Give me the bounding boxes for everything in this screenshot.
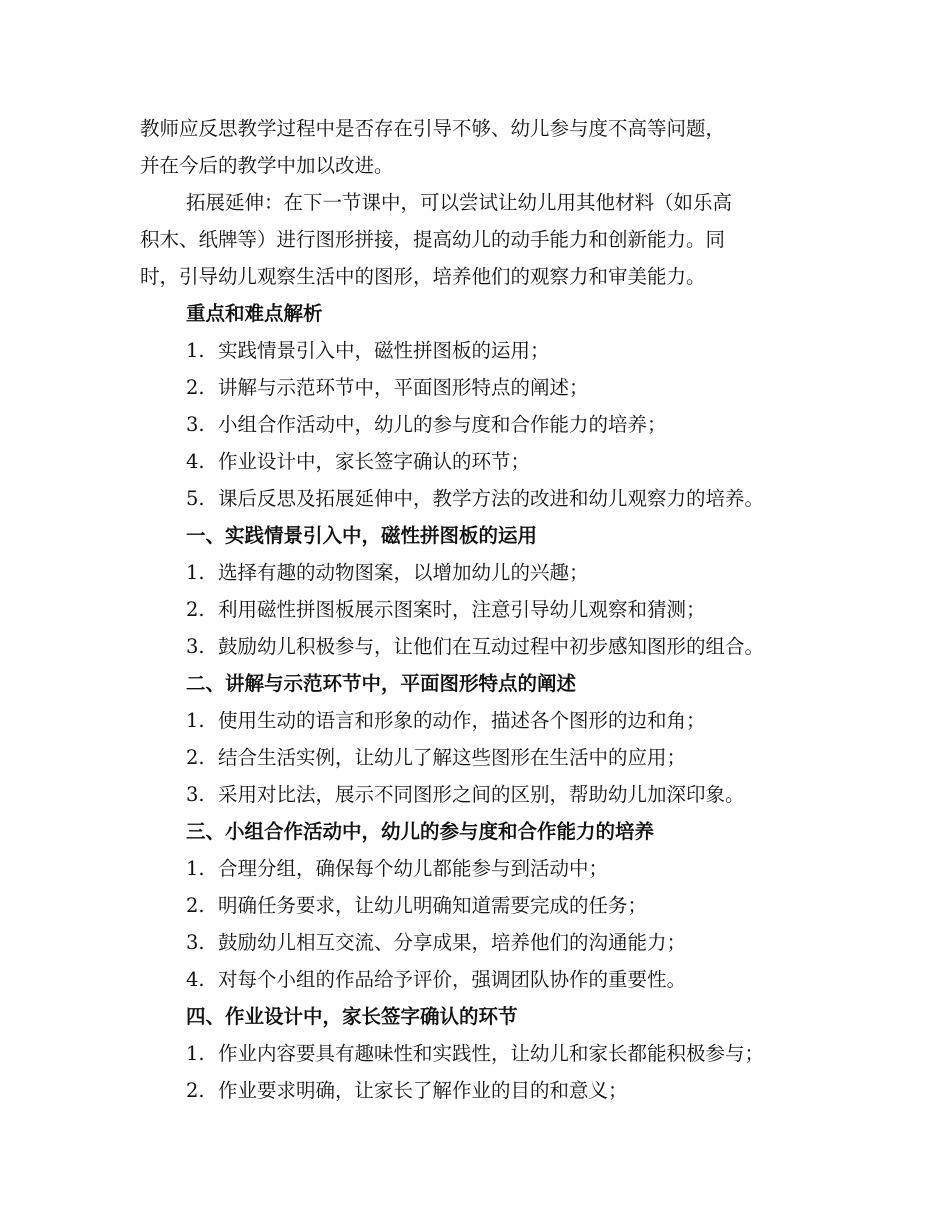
- section-1-list: [140, 554, 830, 665]
- list-item-number: 2.: [186, 1079, 205, 1102]
- list-item-number: 1.: [186, 1042, 205, 1065]
- list-item-text: 对每个小组的作品给予评价，强调团队协作的重要性。: [218, 968, 687, 991]
- key-points-heading: 重点和难点解析: [186, 302, 323, 325]
- list-item-number: 2.: [186, 746, 205, 769]
- document-body: [140, 110, 830, 1109]
- section-2-list: [140, 702, 830, 813]
- section-heading-4: 四、作业设计中，家长签字确认的环节: [186, 1005, 518, 1028]
- extension-paragraph-line: 积木、纸牌等）进行图形拼接，提高幼儿的动手能力和创新能力。同: [140, 228, 726, 251]
- list-item-text: 选择有趣的动物图案，以增加幼儿的兴趣；: [218, 561, 589, 584]
- reflection-paragraph-line: 教师应反思教学过程中是否存在引导不够、幼儿参与度不高等问题，: [140, 117, 726, 140]
- list-item: [140, 776, 830, 813]
- list-item-number: 1.: [186, 339, 205, 362]
- key-points-list: [140, 332, 830, 517]
- list-item-text: 鼓励幼儿相互交流、分享成果，培养他们的沟通能力；: [218, 931, 687, 954]
- list-item-number: 3.: [186, 635, 205, 658]
- list-item: [140, 332, 830, 369]
- list-item: [140, 628, 830, 665]
- list-item-text: 实践情景引入中，磁性拼图板的运用；: [218, 339, 550, 362]
- extension-paragraph-line: 拓展延伸：在下一节课中，可以尝试让幼儿用其他材料（如乐高: [186, 191, 733, 214]
- list-item-number: 1.: [186, 857, 205, 880]
- list-item: [140, 554, 830, 591]
- list-item: [140, 480, 830, 517]
- list-item: [140, 961, 830, 998]
- list-item-text: 结合生活实例，让幼儿了解这些图形在生活中的应用；: [218, 746, 687, 769]
- list-item: [140, 1072, 830, 1109]
- list-item: [140, 443, 830, 480]
- list-item: [140, 702, 830, 739]
- list-item-text: 鼓励幼儿积极参与，让他们在互动过程中初步感知图形的组合。: [218, 635, 765, 658]
- list-item-number: 2.: [186, 894, 205, 917]
- list-item-number: 3.: [186, 413, 205, 436]
- list-item: [140, 1035, 830, 1072]
- list-item: [140, 406, 830, 443]
- list-item-text: 作业设计中，家长签字确认的环节；: [218, 450, 531, 473]
- list-item: [140, 369, 830, 406]
- section-3-list: [140, 850, 830, 998]
- list-item-text: 利用磁性拼图板展示图案时，注意引导幼儿观察和猜测；: [218, 598, 706, 621]
- list-item-text: 小组合作活动中，幼儿的参与度和合作能力的培养；: [218, 413, 667, 436]
- list-item-number: 1.: [186, 709, 205, 732]
- extension-paragraph-line: 时，引导幼儿观察生活中的图形，培养他们的观察力和审美能力。: [140, 265, 706, 288]
- list-item-number: 4.: [186, 450, 205, 473]
- list-item-text: 合理分组，确保每个幼儿都能参与到活动中；: [218, 857, 609, 880]
- section-4-list: [140, 1035, 830, 1109]
- list-item-number: 3.: [186, 783, 205, 806]
- list-item-text: 使用生动的语言和形象的动作，描述各个图形的边和角；: [218, 709, 706, 732]
- list-item-number: 3.: [186, 931, 205, 954]
- reflection-paragraph-line: 并在今后的教学中加以改进。: [140, 154, 394, 177]
- list-item-text: 采用对比法，展示不同图形之间的区别，帮助幼儿加深印象。: [218, 783, 745, 806]
- list-item-number: 1.: [186, 561, 205, 584]
- list-item: [140, 739, 830, 776]
- list-item-text: 课后反思及拓展延伸中，教学方法的改进和幼儿观察力的培养。: [218, 487, 765, 510]
- list-item-number: 4.: [186, 968, 205, 991]
- list-item-number: 5.: [186, 487, 205, 510]
- list-item: [140, 924, 830, 961]
- list-item: [140, 887, 830, 924]
- section-heading-2: 二、讲解与示范环节中，平面图形特点的阐述: [186, 672, 577, 695]
- list-item-text: 讲解与示范环节中，平面图形特点的阐述；: [218, 376, 589, 399]
- list-item-number: 2.: [186, 376, 205, 399]
- list-item-text: 作业要求明确，让家长了解作业的目的和意义；: [218, 1079, 628, 1102]
- section-heading-1: 一、实践情景引入中，磁性拼图板的运用: [186, 524, 538, 547]
- list-item-number: 2.: [186, 598, 205, 621]
- list-item-text: 作业内容要具有趣味性和实践性，让幼儿和家长都能积极参与；: [218, 1042, 765, 1065]
- list-item: [140, 591, 830, 628]
- list-item: [140, 850, 830, 887]
- section-heading-3: 三、小组合作活动中，幼儿的参与度和合作能力的培养: [186, 820, 655, 843]
- list-item-text: 明确任务要求，让幼儿明确知道需要完成的任务；: [218, 894, 648, 917]
